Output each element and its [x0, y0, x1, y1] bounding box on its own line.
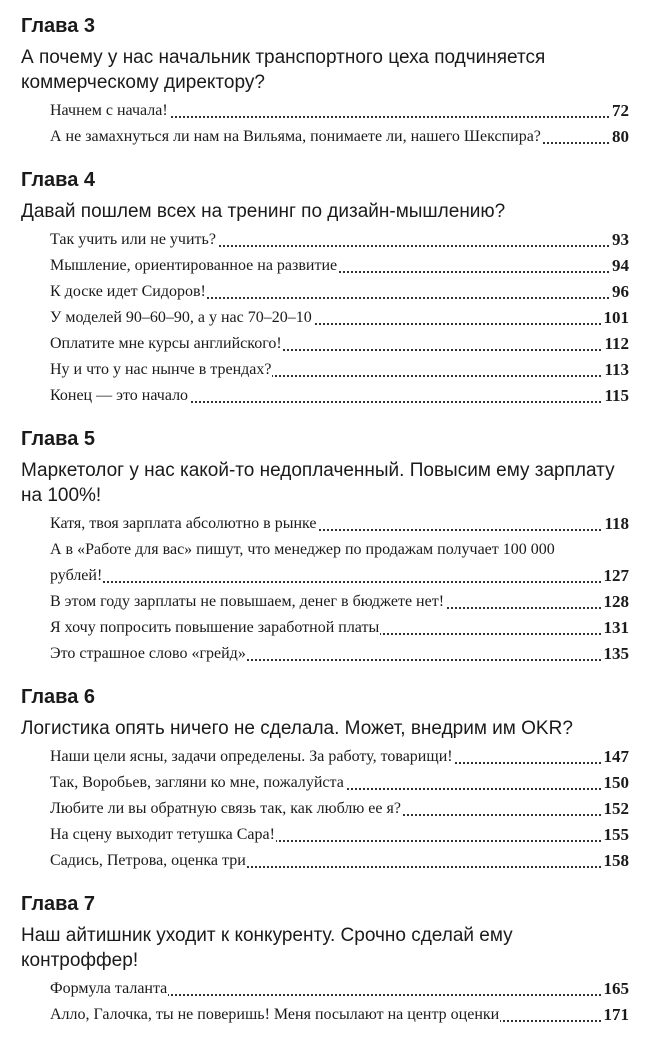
entry-list [21, 98, 629, 150]
toc-entry[interactable] [21, 1002, 629, 1028]
toc-entry[interactable] [21, 848, 629, 874]
entry-page-number: 127 [603, 563, 630, 589]
entry-page-number: 101 [603, 305, 630, 331]
entry-title: А не замахнуться ли нам на Вильяма, понимаете ли, нашего Шекспира? [50, 128, 541, 145]
entry-title: К доске идет Сидоров! [50, 283, 206, 300]
chapter-section [21, 427, 629, 667]
entry-title: Алло, Галочка, ты не поверишь! Меня посылают на центр оценки [50, 1006, 500, 1023]
chapter-label: Глава 5 [21, 428, 96, 450]
entry-page-number: 147 [603, 744, 630, 770]
toc-entry[interactable] [21, 331, 629, 357]
entry-title: У моделей 90–60–90, а у нас 70–20–10 [50, 309, 312, 326]
entry-title: Наши цели ясны, задачи определены. За работу, товарищи! [50, 748, 453, 765]
entry-list [21, 227, 629, 409]
entry-title: Формула таланта [50, 980, 168, 997]
entry-page-number: 72 [611, 98, 629, 124]
toc-entry[interactable] [21, 227, 629, 253]
toc-entry[interactable] [21, 770, 629, 796]
toc-entry[interactable] [21, 822, 629, 848]
chapter-section [21, 168, 629, 409]
chapter-label: Глава 7 [21, 893, 96, 915]
entry-page-number: 118 [603, 511, 629, 537]
entry-page-number: 135 [603, 641, 630, 667]
toc-entry[interactable] [21, 744, 629, 770]
chapter-label: Глава 6 [21, 686, 96, 708]
entry-page-number: 131 [603, 615, 630, 641]
toc-entry[interactable] [21, 383, 629, 409]
table-of-contents [21, 14, 629, 1046]
entry-title: Конец — это начало [50, 387, 189, 404]
entry-page-number: 113 [603, 357, 629, 383]
toc-entry[interactable] [21, 796, 629, 822]
dot-leader [50, 581, 629, 583]
chapter-label: Глава 4 [21, 169, 96, 191]
toc-entry[interactable] [21, 976, 629, 1002]
entry-title: Любите ли вы обратную связь так, как люблю ее я? [50, 800, 401, 817]
chapter-label: Глава 3 [21, 15, 96, 37]
entry-title: Садись, Петрова, оценка три [50, 852, 246, 869]
entry-page-number: 94 [611, 253, 629, 279]
toc-entry[interactable] [21, 279, 629, 305]
toc-entry[interactable] [21, 357, 629, 383]
entry-title: В этом году зарплаты не повышаем, денег в бюджете нет! [50, 593, 445, 610]
entry-title: Оплатите мне курсы английского! [50, 335, 282, 352]
entry-title: А в «Работе для вас» пишут, что менеджер по продажам получает 100 000 рублей! [50, 541, 555, 584]
toc-entry[interactable] [21, 537, 629, 589]
entry-page-number: 93 [611, 227, 629, 253]
toc-entry[interactable] [21, 124, 629, 150]
entry-page-number: 96 [611, 279, 629, 305]
entry-page-number: 155 [603, 822, 630, 848]
chapter-section [21, 685, 629, 874]
entry-page-number: 80 [611, 124, 629, 150]
entry-page-number: 165 [603, 976, 630, 1002]
chapter-title: Наш айтишник уходит к конкуренту. Срочно сделай ему контроффер! [21, 925, 513, 971]
chapter-section [21, 892, 629, 1028]
toc-entry[interactable] [21, 641, 629, 667]
entry-title: Это страшное слово «грейд» [50, 645, 246, 662]
chapter-title: Логистика опять ничего не сделала. Может, внедрим им OKR? [21, 718, 573, 739]
entry-page-number: 150 [603, 770, 630, 796]
toc-entry[interactable] [21, 511, 629, 537]
entry-page-number: 128 [603, 589, 630, 615]
entry-title: Мышление, ориентированное на развитие [50, 257, 338, 274]
entry-title: На сцену выходит тетушка Сара! [50, 826, 275, 843]
entry-page-number: 112 [603, 331, 629, 357]
entry-title: Так учить или не учить? [50, 231, 216, 248]
toc-entry[interactable] [21, 589, 629, 615]
entry-list [21, 511, 629, 667]
entry-title: Катя, твоя зарплата абсолютно в рынке [50, 515, 317, 532]
toc-entry[interactable] [21, 615, 629, 641]
entry-list [21, 744, 629, 874]
entry-page-number: 171 [603, 1002, 630, 1028]
entry-page-number: 158 [603, 848, 630, 874]
entry-list [21, 976, 629, 1028]
chapter-section [21, 14, 629, 150]
toc-entry[interactable] [21, 305, 629, 331]
entry-title: Так, Воробьев, загляни ко мне, пожалуйста [50, 774, 344, 791]
entry-title: Я хочу попросить повышение заработной платы [50, 619, 380, 636]
toc-entry[interactable] [21, 98, 629, 124]
chapter-title: Давай пошлем всех на тренинг по дизайн-мышлению? [21, 201, 506, 222]
chapter-title: А почему у нас начальник транспортного цеха подчиняется коммерческому директору? [21, 47, 546, 93]
entry-page-number: 152 [603, 796, 630, 822]
chapter-title: Маркетолог у нас какой-то недоплаченный. Повысим ему зарплату на 100%! [21, 460, 615, 506]
toc-entry[interactable] [21, 253, 629, 279]
entry-title: Ну и что у нас нынче в трендах? [50, 361, 272, 378]
entry-title: Начнем с начала! [50, 102, 168, 119]
entry-page-number: 115 [603, 383, 629, 409]
